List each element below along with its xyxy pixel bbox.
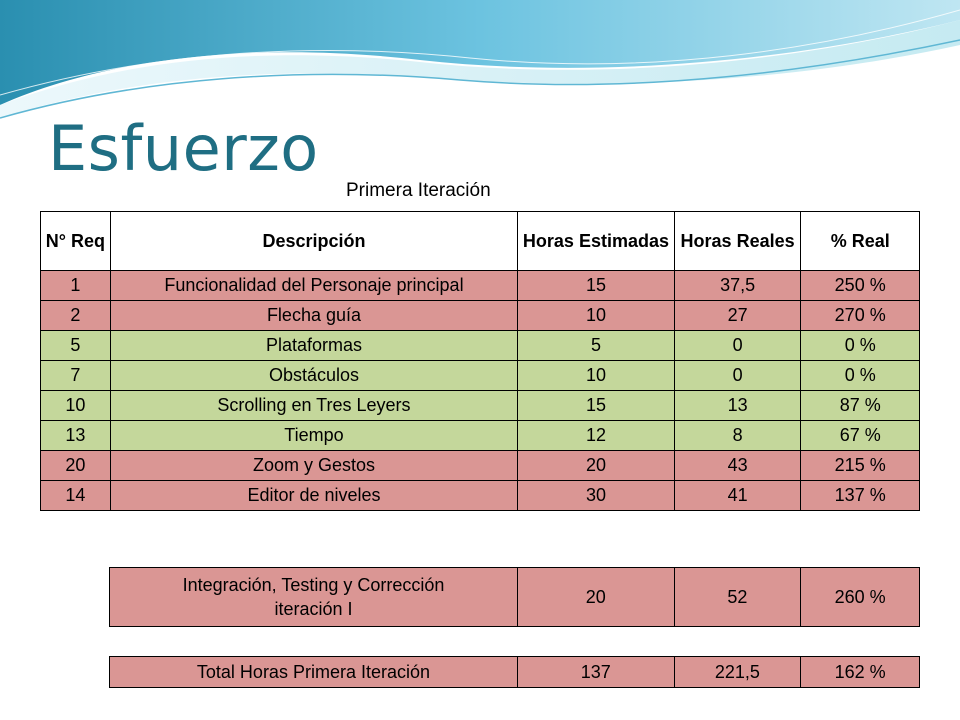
total-row [110,657,920,688]
row-real-hours: 43 [674,451,801,481]
integration-real: 52 [674,568,801,627]
table-row [41,301,920,331]
integration-table [109,567,920,627]
effort-table [40,211,920,511]
integration-label [110,568,518,627]
row-description: Zoom y Gestos [110,451,517,481]
row-req: 14 [41,481,111,511]
row-real-hours: 41 [674,481,801,511]
row-real-percent: 0 % [801,361,920,391]
integration-label-line2: iteración I [274,599,353,619]
row-real-percent: 270 % [801,301,920,331]
total-table [109,656,920,688]
integration-percent: 260 % [801,568,920,627]
header-real-percent: % Real [801,212,920,271]
row-description: Editor de niveles [110,481,517,511]
row-req: 2 [41,301,111,331]
total-real: 221,5 [674,657,801,688]
row-real-hours: 27 [674,301,801,331]
table-row [41,451,920,481]
row-real-percent: 0 % [801,331,920,361]
table-row [41,481,920,511]
row-real-hours: 8 [674,421,801,451]
row-description: Funcionalidad del Personaje principal [110,271,517,301]
row-estimated-hours: 20 [518,451,675,481]
row-req: 13 [41,421,111,451]
header-description: Descripción [110,212,517,271]
row-real-hours: 0 [674,331,801,361]
header-req: N° Req [41,212,111,271]
table-row [41,271,920,301]
row-req: 10 [41,391,111,421]
row-req: 7 [41,361,111,391]
row-estimated-hours: 15 [518,391,675,421]
integration-label-line1: Integración, Testing y Corrección [182,575,445,595]
table-row [41,361,920,391]
header-real-hours: Horas Reales [674,212,801,271]
row-description: Tiempo [110,421,517,451]
row-req: 1 [41,271,111,301]
total-label: Total Horas Primera Iteración [110,657,518,688]
row-req: 20 [41,451,111,481]
integration-estimated: 20 [518,568,675,627]
table-row [41,421,920,451]
row-description: Obstáculos [110,361,517,391]
row-description: Flecha guía [110,301,517,331]
row-estimated-hours: 5 [518,331,675,361]
row-estimated-hours: 15 [518,271,675,301]
table-row [41,331,920,361]
row-real-hours: 13 [674,391,801,421]
row-real-hours: 0 [674,361,801,391]
row-estimated-hours: 30 [518,481,675,511]
row-estimated-hours: 10 [518,301,675,331]
table-row [41,391,920,421]
row-description: Scrolling en Tres Leyers [110,391,517,421]
table-header-row [41,212,920,271]
row-real-hours: 37,5 [674,271,801,301]
row-real-percent: 137 % [801,481,920,511]
header-estimated-hours: Horas Estimadas [518,212,675,271]
row-real-percent: 87 % [801,391,920,421]
row-description: Plataformas [110,331,517,361]
slide-subtitle: Primera Iteración [346,180,491,201]
row-real-percent: 215 % [801,451,920,481]
row-real-percent: 67 % [801,421,920,451]
row-real-percent: 250 % [801,271,920,301]
row-req: 5 [41,331,111,361]
row-estimated-hours: 10 [518,361,675,391]
integration-row [110,568,920,627]
row-estimated-hours: 12 [518,421,675,451]
slide-title: Esfuerzo [48,112,319,185]
total-estimated: 137 [517,657,674,688]
total-percent: 162 % [801,657,920,688]
